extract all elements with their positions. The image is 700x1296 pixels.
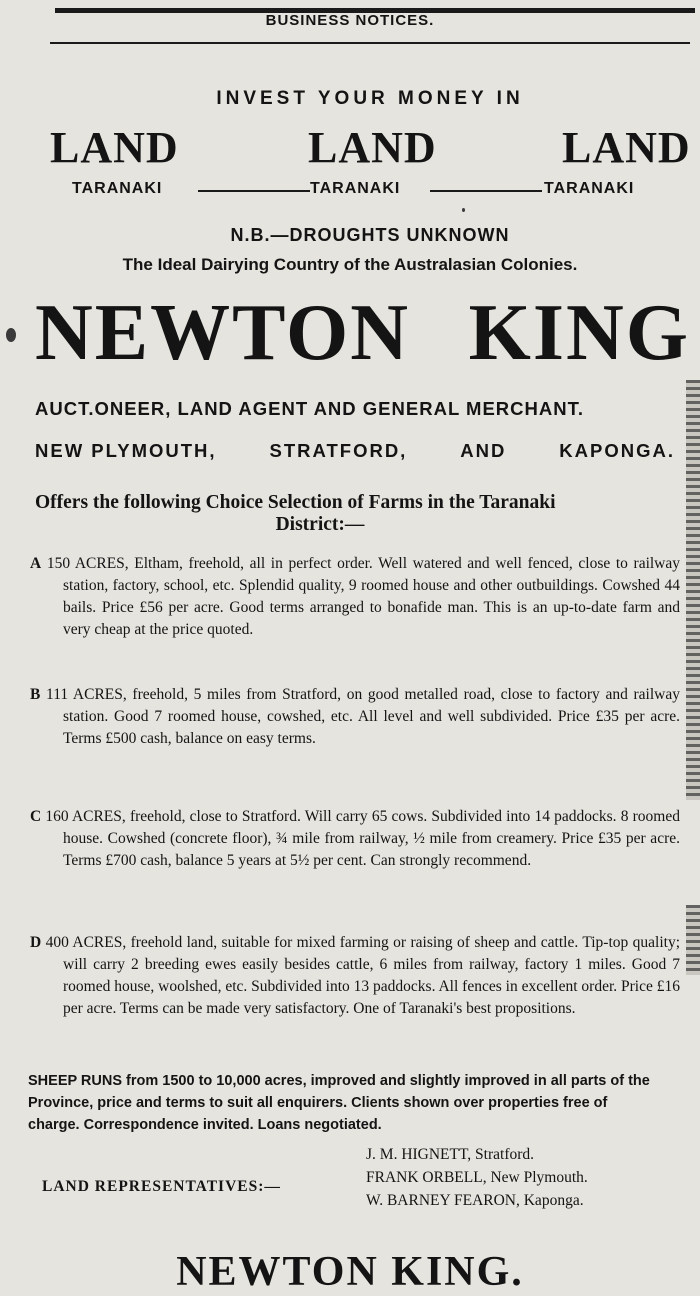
sheep-runs-lead: SHEEP RUNS [28,1073,123,1089]
dash-rule-2 [430,190,542,192]
taranaki-label-2: TARANAKI [310,180,401,197]
sheep-runs-text: from 1500 to 10,000 acres, improved and slightly improved in all parts of the Province, price and terms to suit all enquirers. Clients shown over properties free of charge. Correspondence invited. Loans negotiated. [28,1073,650,1133]
footer-signature: NEWTON KING. [176,1249,524,1295]
lot-b [30,684,680,750]
torn-edge-texture [686,905,700,975]
locations-line [35,440,675,462]
land-word-2: LAND [308,123,437,172]
lot-text: 160 ACRES, freehold, close to Stratford. Will carry 65 cows. Subdivided into 14 paddocks. 8 roomed house. Cowshed (concrete floor), ¾ mile from railway, ½ mile from creamery. Price £35 per acre. Terms £700 cash, balance 5 years at 5½ per cent. Can strongly recommend. [45,808,680,869]
lot-letter: D [30,934,42,951]
ideal-country-tagline: The Ideal Dairying Country of the Australasian Colonies. [122,255,578,274]
droughts-notice: N.B.—DROUGHTS UNKNOWN [230,225,510,245]
lot-text: 400 ACRES, freehold land, suitable for mixed farming or raising of sheep and cattle. Tip-top quality; will carry 2 breeding ewes easily besides cattle, 6 miles from railway, factory 1 miles. Good 7 roomed house, woolshed, etc. Subdivided into 13 paddocks. All fences in excellent order. Price £16 per acre. Terms can be made very satisfactory. One of Taranaki's best propositions. [45,934,681,1017]
land-representatives-label: LAND REPRESENTATIVES:— [42,1178,281,1195]
torn-edge-texture [686,380,700,800]
title-first-name: NEWTON [35,289,411,377]
offers-line-1: Offers the following Choice Selection of Farms in the Taranaki [35,492,556,513]
offers-line-2: District:— [275,514,365,535]
invest-heading: INVEST YOUR MONEY IN [216,88,524,109]
representative-3: W. BARNEY FEARON, Kaponga. [366,1192,584,1209]
lot-letter: C [30,808,42,825]
title-last-name: KING [468,289,690,377]
lot-c [30,806,680,872]
location-2: STRATFORD, [269,440,408,461]
land-word-1: LAND [50,123,179,172]
print-speck [6,328,16,342]
lot-text: 150 ACRES, Eltham, freehold, all in perfect order. Well watered and well fenced, close to railway station, factory, school, etc. Splendid quality, 9 roomed house and other outbuildings. Cowshed 44 bails. Price £56 per acre. Good terms arranged to bonafide man. This is an up-to-date farm and very cheap at the price quoted. [46,555,681,638]
dash-rule-1 [198,190,310,192]
representative-1: J. M. HIGNETT, Stratford. [366,1146,535,1163]
newton-king-title [35,288,690,378]
header-rule [50,42,690,44]
lot-a [30,553,680,641]
location-3: AND [460,440,507,461]
representatives-list [366,1143,588,1212]
location-4: KAPONGA. [559,440,675,461]
lot-text: 111 ACRES, freehold, 5 miles from Stratford, on good metalled road, close to factory and railway station. Good 7 roomed house, cowshed, etc. All level and well subdivided. Price £35 per acre. Terms £500 cash, balance on easy terms. [46,686,680,747]
taranaki-label-1: TARANAKI [72,180,163,197]
occupation-line: AUCT.ONEER, LAND AGENT AND GENERAL MERCHANT. [35,398,584,419]
taranaki-label-3: TARANAKI [544,180,635,197]
print-speck [462,208,465,212]
section-header: BUSINESS NOTICES. [265,12,435,29]
lot-letter: B [30,686,41,703]
sheep-runs-notice [28,1070,658,1136]
offers-intro [35,492,685,536]
lot-d [30,932,680,1020]
land-word-3: LAND [562,123,691,172]
lot-letter: A [30,555,42,572]
representative-2: FRANK ORBELL, New Plymouth. [366,1169,588,1186]
location-1: NEW PLYMOUTH, [35,440,217,461]
